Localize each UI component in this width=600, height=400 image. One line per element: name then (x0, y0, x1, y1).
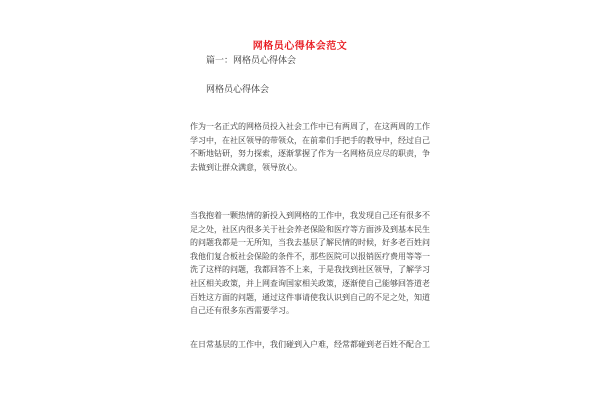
paragraph-line: 百姓这方面的问题，通过这件事请使我认识到自己的不足之处，知道 (190, 292, 430, 302)
paragraph-line: 作为一名正式的网格员投入社会工作中已有两周了，在这两周的工作 (190, 122, 430, 131)
paragraph-line: 不断地钻研，努力探索，逐渐掌握了作为一名网格员应尽的职责，争 (190, 149, 430, 159)
part-heading: 篇一：网格员心得体会 (206, 56, 297, 66)
paragraph-line: 去做到让群众满意，领导放心。 (190, 162, 302, 172)
paragraph-line: 我他们复合板社会保险的条件不，那些医院可以报销医疗费用等等一 (190, 251, 430, 261)
paragraph-line: 洗了这样的问题，我都回答不上来，于是我找到社区领导，了解学习 (190, 265, 430, 275)
paragraph-3 (190, 338, 430, 352)
paragraph-line: 学习中，在社区领导的带领众，在前辈们手把手的教导中，经过自己 (190, 135, 430, 145)
paragraph-line: 足之处，社区内很多关于社会养老保险和医疗等方面涉及到基本民生 (190, 224, 430, 234)
paragraph-line: 当我抱着一颗热情的新投入到网格的工作中，我发现自己还有很多不 (190, 211, 430, 220)
paragraph-line: 的问题我都是一无所知，当我去基层了解民情的时候，好多老百姓问 (190, 238, 430, 248)
document-title: 网格员心得体会范文 (252, 41, 348, 52)
paragraph-1 (190, 120, 430, 174)
paragraph-line: 自己还有很多东西需要学习。 (190, 306, 294, 316)
paragraph-line: 社区相关政策，并上网查询国家相关政策，逐渐使自己能够回答道老 (190, 278, 430, 288)
paragraph-line: 在日常基层的工作中，我们碰到入户难，经常都碰到老百姓不配合工 (190, 340, 430, 349)
section-subheading: 网格员心得体会 (206, 85, 270, 95)
paragraph-2 (190, 209, 430, 318)
